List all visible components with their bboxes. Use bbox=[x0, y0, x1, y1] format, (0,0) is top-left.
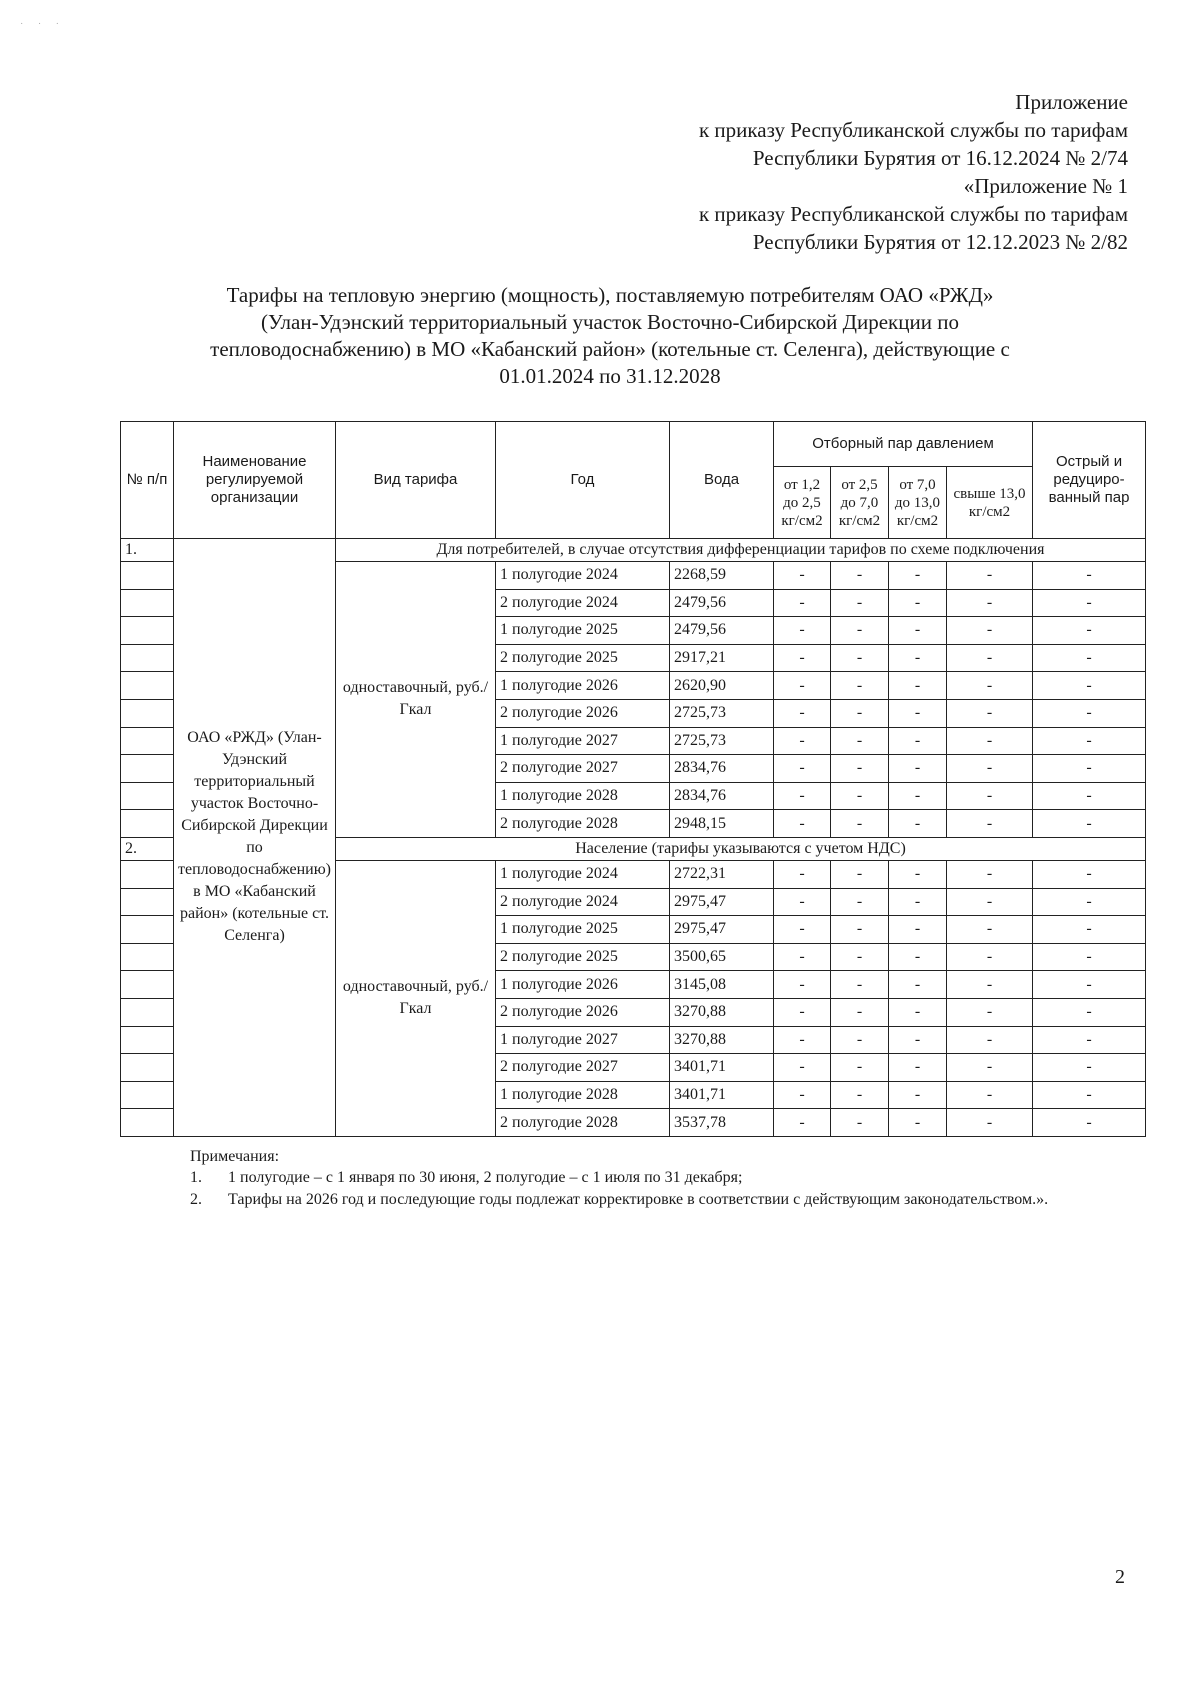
note-marker: 1. bbox=[190, 1169, 202, 1186]
period-cell: 2 полугодие 2024 bbox=[496, 888, 670, 916]
sharp-steam-cell: - bbox=[1033, 589, 1146, 617]
pressure-4-cell: - bbox=[947, 727, 1033, 755]
period-cell: 1 полугодие 2024 bbox=[496, 562, 670, 590]
period-cell: 2 полугодие 2025 bbox=[496, 644, 670, 672]
tariff-kind: одноставочный, руб./Гкал bbox=[336, 860, 496, 1136]
header-kind: Вид тарифа bbox=[336, 422, 496, 539]
notes-title: Примечания: bbox=[190, 1148, 280, 1165]
sharp-steam-cell: - bbox=[1033, 755, 1146, 783]
pressure-1-cell: - bbox=[774, 672, 831, 700]
sharp-steam-cell: - bbox=[1033, 644, 1146, 672]
sharp-steam-cell: - bbox=[1033, 562, 1146, 590]
title-line: Тарифы на тепловую энергию (мощность), поставляемую потребителям ОАО «РЖД» bbox=[226, 283, 994, 307]
scan-artifact: ˙ ˙ ˙ bbox=[20, 22, 65, 33]
pressure-1-cell: - bbox=[774, 617, 831, 645]
pressure-2-cell: - bbox=[831, 888, 889, 916]
header-num: № п/п bbox=[121, 422, 174, 539]
sharp-steam-cell: - bbox=[1033, 1026, 1146, 1054]
period-cell: 2 полугодие 2024 bbox=[496, 589, 670, 617]
pressure-3-cell: - bbox=[889, 699, 947, 727]
sharp-steam-cell: - bbox=[1033, 943, 1146, 971]
pressure-2-cell: - bbox=[831, 699, 889, 727]
pressure-3-cell: - bbox=[889, 971, 947, 999]
pressure-1-cell: - bbox=[774, 699, 831, 727]
organization-name: ОАО «РЖД» (Улан-Удэнский территориальный участок Восточно-Сибирской Дирекции по тепловодоснабжению) в МО «Кабанский район» (котельные ст. Селенга) bbox=[174, 539, 336, 1137]
notes-list bbox=[190, 1167, 1125, 1210]
row-number bbox=[121, 562, 174, 590]
pressure-3-cell: - bbox=[889, 998, 947, 1026]
pressure-1-cell: - bbox=[774, 860, 831, 888]
pressure-1-cell: - bbox=[774, 589, 831, 617]
pressure-2-cell: - bbox=[831, 589, 889, 617]
header-line: «Приложение № 1 bbox=[963, 174, 1128, 198]
row-number bbox=[121, 644, 174, 672]
title-line: тепловодоснабжению) в МО «Кабанский район» (котельные ст. Селенга), действующие с bbox=[210, 337, 1010, 361]
header-line: к приказу Республиканской службы по тарифам bbox=[698, 202, 1128, 226]
pressure-4-cell: - bbox=[947, 1054, 1033, 1082]
row-number bbox=[121, 1026, 174, 1054]
water-tariff-cell: 2975,47 bbox=[670, 888, 774, 916]
section-row bbox=[121, 539, 1146, 562]
pressure-2-cell: - bbox=[831, 1026, 889, 1054]
pressure-3-cell: - bbox=[889, 782, 947, 810]
pressure-4-cell: - bbox=[947, 672, 1033, 700]
period-cell: 2 полугодие 2026 bbox=[496, 998, 670, 1026]
pressure-3-cell: - bbox=[889, 589, 947, 617]
header-line: Республики Бурятия от 12.12.2023 № 2/82 bbox=[752, 230, 1128, 254]
row-number bbox=[121, 1109, 174, 1137]
pressure-3-cell: - bbox=[889, 916, 947, 944]
pressure-4-cell: - bbox=[947, 1081, 1033, 1109]
pressure-3-cell: - bbox=[889, 562, 947, 590]
pressure-3-cell: - bbox=[889, 617, 947, 645]
pressure-1-cell: - bbox=[774, 916, 831, 944]
header-sharp-steam: Острый и редуциро-ванный пар bbox=[1033, 422, 1146, 539]
sharp-steam-cell: - bbox=[1033, 998, 1146, 1026]
period-cell: 1 полугодие 2028 bbox=[496, 1081, 670, 1109]
period-cell: 1 полугодие 2026 bbox=[496, 971, 670, 999]
title-line: (Улан-Удэнский территориальный участок Восточно-Сибирской Дирекции по bbox=[261, 310, 959, 334]
period-cell: 2 полугодие 2026 bbox=[496, 699, 670, 727]
pressure-4-cell: - bbox=[947, 998, 1033, 1026]
note-item bbox=[190, 1167, 1125, 1188]
pressure-4-cell: - bbox=[947, 782, 1033, 810]
appendix-header bbox=[699, 88, 1128, 256]
header-water: Вода bbox=[670, 422, 774, 539]
pressure-4-cell: - bbox=[947, 971, 1033, 999]
water-tariff-cell: 3401,71 bbox=[670, 1081, 774, 1109]
water-tariff-cell: 2620,90 bbox=[670, 672, 774, 700]
row-number bbox=[121, 1081, 174, 1109]
pressure-3-cell: - bbox=[889, 1054, 947, 1082]
header-pressure-1: от 1,2 до 2,5 кг/см2 bbox=[774, 467, 831, 539]
period-cell: 1 полугодие 2027 bbox=[496, 727, 670, 755]
pressure-4-cell: - bbox=[947, 562, 1033, 590]
sharp-steam-cell: - bbox=[1033, 1054, 1146, 1082]
sharp-steam-cell: - bbox=[1033, 782, 1146, 810]
period-cell: 1 полугодие 2024 bbox=[496, 860, 670, 888]
pressure-2-cell: - bbox=[831, 943, 889, 971]
water-tariff-cell: 2975,47 bbox=[670, 916, 774, 944]
pressure-2-cell: - bbox=[831, 1054, 889, 1082]
period-cell: 1 полугодие 2025 bbox=[496, 617, 670, 645]
sharp-steam-cell: - bbox=[1033, 727, 1146, 755]
water-tariff-cell: 3270,88 bbox=[670, 998, 774, 1026]
water-tariff-cell: 2725,73 bbox=[670, 699, 774, 727]
row-number bbox=[121, 782, 174, 810]
row-number bbox=[121, 699, 174, 727]
row-number bbox=[121, 943, 174, 971]
tariff-table-body bbox=[121, 539, 1146, 1137]
note-text: Тарифы на 2026 год и последующие годы подлежат корректировке в соответствии с действующим законодательством.». bbox=[228, 1191, 1049, 1208]
water-tariff-cell: 3401,71 bbox=[670, 1054, 774, 1082]
row-number bbox=[121, 971, 174, 999]
pressure-1-cell: - bbox=[774, 1081, 831, 1109]
period-cell: 1 полугодие 2028 bbox=[496, 782, 670, 810]
pressure-3-cell: - bbox=[889, 755, 947, 783]
water-tariff-cell: 2479,56 bbox=[670, 589, 774, 617]
period-cell: 2 полугодие 2028 bbox=[496, 1109, 670, 1137]
pressure-2-cell: - bbox=[831, 617, 889, 645]
row-number bbox=[121, 888, 174, 916]
pressure-1-cell: - bbox=[774, 888, 831, 916]
pressure-4-cell: - bbox=[947, 888, 1033, 916]
tariff-table bbox=[120, 421, 1146, 1137]
pressure-4-cell: - bbox=[947, 810, 1033, 838]
row-number bbox=[121, 1054, 174, 1082]
pressure-2-cell: - bbox=[831, 672, 889, 700]
water-tariff-cell: 3145,08 bbox=[670, 971, 774, 999]
sharp-steam-cell: - bbox=[1033, 971, 1146, 999]
pressure-1-cell: - bbox=[774, 782, 831, 810]
water-tariff-cell: 3270,88 bbox=[670, 1026, 774, 1054]
row-number bbox=[121, 755, 174, 783]
pressure-4-cell: - bbox=[947, 617, 1033, 645]
row-number bbox=[121, 860, 174, 888]
pressure-1-cell: - bbox=[774, 1026, 831, 1054]
row-number bbox=[121, 617, 174, 645]
pressure-1-cell: - bbox=[774, 971, 831, 999]
pressure-4-cell: - bbox=[947, 644, 1033, 672]
pressure-3-cell: - bbox=[889, 644, 947, 672]
sharp-steam-cell: - bbox=[1033, 1109, 1146, 1137]
pressure-4-cell: - bbox=[947, 1026, 1033, 1054]
period-cell: 2 полугодие 2027 bbox=[496, 1054, 670, 1082]
pressure-1-cell: - bbox=[774, 998, 831, 1026]
pressure-3-cell: - bbox=[889, 943, 947, 971]
water-tariff-cell: 2948,15 bbox=[670, 810, 774, 838]
title-line: 01.01.2024 по 31.12.2028 bbox=[499, 364, 721, 388]
row-number bbox=[121, 727, 174, 755]
sharp-steam-cell: - bbox=[1033, 699, 1146, 727]
pressure-1-cell: - bbox=[774, 810, 831, 838]
pressure-3-cell: - bbox=[889, 1109, 947, 1137]
pressure-1-cell: - bbox=[774, 755, 831, 783]
note-marker: 2. bbox=[190, 1191, 202, 1208]
tariff-kind: одноставочный, руб./Гкал bbox=[336, 562, 496, 838]
page-number: 2 bbox=[1115, 1566, 1125, 1588]
period-cell: 2 полугодие 2027 bbox=[496, 755, 670, 783]
sharp-steam-cell: - bbox=[1033, 672, 1146, 700]
header-line: Республики Бурятия от 16.12.2024 № 2/74 bbox=[752, 146, 1128, 170]
sharp-steam-cell: - bbox=[1033, 1081, 1146, 1109]
row-number bbox=[121, 998, 174, 1026]
section-label: Для потребителей, в случае отсутствия дифференциации тарифов по схеме подключения bbox=[336, 539, 1146, 562]
pressure-4-cell: - bbox=[947, 916, 1033, 944]
notes-block bbox=[190, 1146, 1125, 1211]
header-org: Наименование регулируемой организации bbox=[174, 422, 336, 539]
header-steam-group: Отборный пар давлением bbox=[774, 422, 1033, 467]
pressure-4-cell: - bbox=[947, 1109, 1033, 1137]
pressure-3-cell: - bbox=[889, 672, 947, 700]
row-number bbox=[121, 589, 174, 617]
water-tariff-cell: 2834,76 bbox=[670, 755, 774, 783]
water-tariff-cell: 2834,76 bbox=[670, 782, 774, 810]
water-tariff-cell: 2917,21 bbox=[670, 644, 774, 672]
row-number bbox=[121, 810, 174, 838]
sharp-steam-cell: - bbox=[1033, 617, 1146, 645]
pressure-1-cell: - bbox=[774, 562, 831, 590]
period-cell: 2 полугодие 2025 bbox=[496, 943, 670, 971]
water-tariff-cell: 3500,65 bbox=[670, 943, 774, 971]
water-tariff-cell: 2722,31 bbox=[670, 860, 774, 888]
pressure-3-cell: - bbox=[889, 888, 947, 916]
pressure-4-cell: - bbox=[947, 943, 1033, 971]
pressure-3-cell: - bbox=[889, 1081, 947, 1109]
pressure-2-cell: - bbox=[831, 916, 889, 944]
pressure-4-cell: - bbox=[947, 699, 1033, 727]
pressure-1-cell: - bbox=[774, 943, 831, 971]
pressure-3-cell: - bbox=[889, 810, 947, 838]
pressure-1-cell: - bbox=[774, 727, 831, 755]
pressure-3-cell: - bbox=[889, 727, 947, 755]
header-pressure-4: свыше 13,0 кг/см2 bbox=[947, 467, 1033, 539]
sharp-steam-cell: - bbox=[1033, 860, 1146, 888]
pressure-2-cell: - bbox=[831, 727, 889, 755]
pressure-2-cell: - bbox=[831, 998, 889, 1026]
water-tariff-cell: 3537,78 bbox=[670, 1109, 774, 1137]
sharp-steam-cell: - bbox=[1033, 916, 1146, 944]
note-text: 1 полугодие – с 1 января по 30 июня, 2 полугодие – с 1 июля по 31 декабря; bbox=[228, 1169, 743, 1186]
period-cell: 2 полугодие 2028 bbox=[496, 810, 670, 838]
pressure-1-cell: - bbox=[774, 1054, 831, 1082]
section-number: 1. bbox=[121, 539, 174, 562]
period-cell: 1 полугодие 2026 bbox=[496, 672, 670, 700]
row-number bbox=[121, 916, 174, 944]
water-tariff-cell: 2725,73 bbox=[670, 727, 774, 755]
pressure-2-cell: - bbox=[831, 971, 889, 999]
pressure-4-cell: - bbox=[947, 589, 1033, 617]
pressure-2-cell: - bbox=[831, 755, 889, 783]
period-cell: 1 полугодие 2025 bbox=[496, 916, 670, 944]
pressure-2-cell: - bbox=[831, 1109, 889, 1137]
row-number bbox=[121, 672, 174, 700]
pressure-4-cell: - bbox=[947, 755, 1033, 783]
header-pressure-2: от 2,5 до 7,0 кг/см2 bbox=[831, 467, 889, 539]
water-tariff-cell: 2479,56 bbox=[670, 617, 774, 645]
pressure-1-cell: - bbox=[774, 1109, 831, 1137]
pressure-1-cell: - bbox=[774, 644, 831, 672]
pressure-2-cell: - bbox=[831, 1081, 889, 1109]
header-line: Приложение bbox=[1015, 90, 1128, 114]
pressure-3-cell: - bbox=[889, 860, 947, 888]
pressure-2-cell: - bbox=[831, 810, 889, 838]
pressure-3-cell: - bbox=[889, 1026, 947, 1054]
sharp-steam-cell: - bbox=[1033, 888, 1146, 916]
water-tariff-cell: 2268,59 bbox=[670, 562, 774, 590]
section-number: 2. bbox=[121, 837, 174, 860]
section-label: Население (тарифы указываются с учетом НДС) bbox=[336, 837, 1146, 860]
pressure-2-cell: - bbox=[831, 860, 889, 888]
period-cell: 1 полугодие 2027 bbox=[496, 1026, 670, 1054]
header-line: к приказу Республиканской службы по тарифам bbox=[698, 118, 1128, 142]
pressure-2-cell: - bbox=[831, 782, 889, 810]
header-year: Год bbox=[496, 422, 670, 539]
pressure-2-cell: - bbox=[831, 562, 889, 590]
pressure-2-cell: - bbox=[831, 644, 889, 672]
note-item bbox=[190, 1189, 1125, 1210]
pressure-4-cell: - bbox=[947, 860, 1033, 888]
document-title bbox=[110, 282, 1110, 390]
sharp-steam-cell: - bbox=[1033, 810, 1146, 838]
header-pressure-3: от 7,0 до 13,0 кг/см2 bbox=[889, 467, 947, 539]
